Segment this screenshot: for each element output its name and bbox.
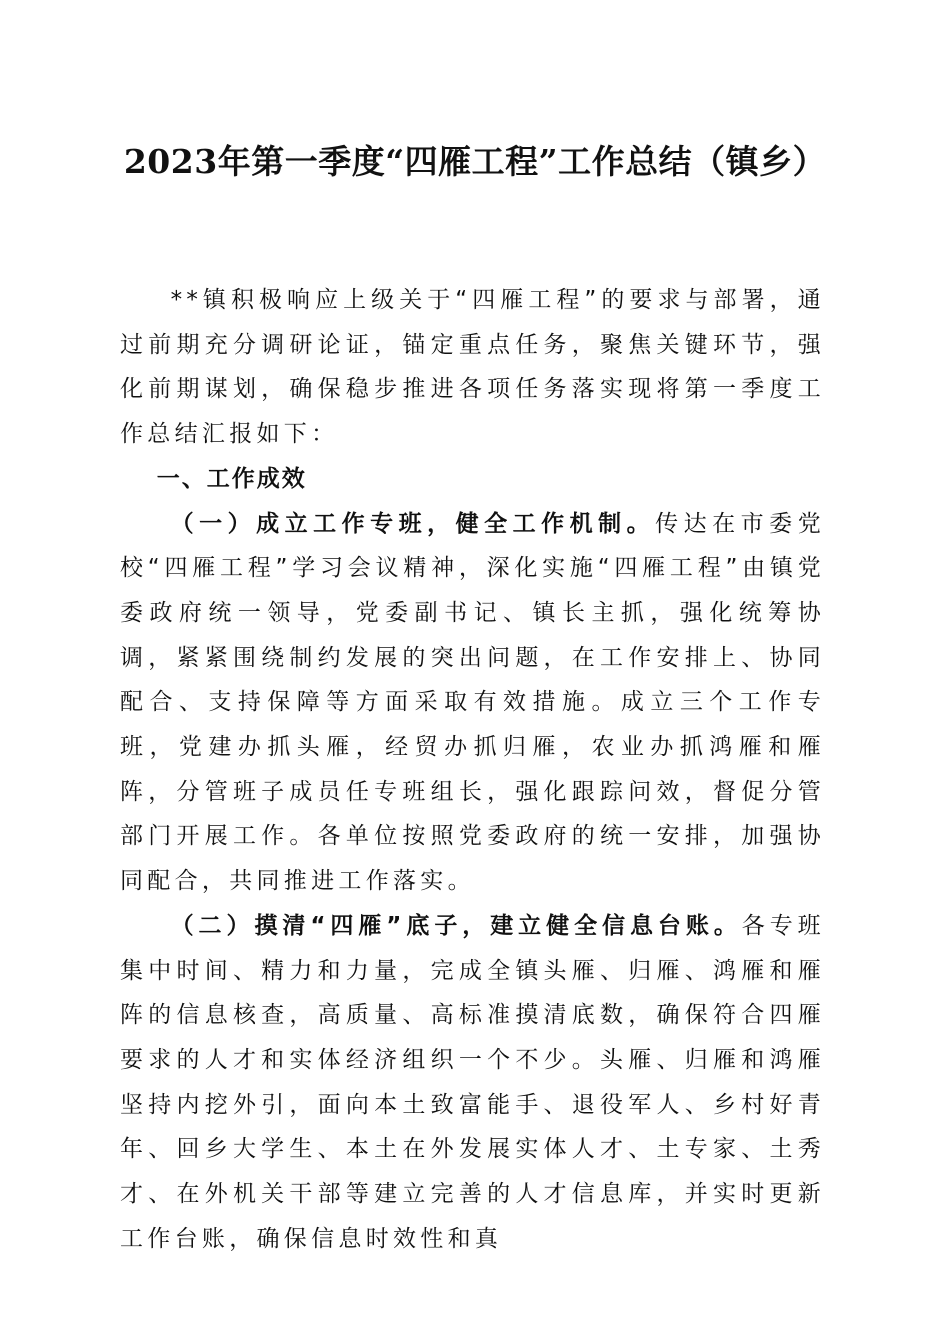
intro-paragraph: **镇积极响应上级关于“四雁工程”的要求与部署，通过前期充分调研论证，锚定重点任务，聚焦关键环节，强化前期谋划，确保稳步推进各项任务落实现将第一季度工作总结汇报如下： (120, 287, 825, 448)
section-heading: 一、工作成效 (156, 465, 307, 492)
item-1-lead: （一）成立工作专班，健全工作机制。 (170, 510, 656, 537)
item-2-lead: （二）摸清“四雁”底子，建立健全信息台账。 (170, 912, 742, 939)
document-body (120, 278, 825, 1261)
document-title: 2023年第一季度“四雁工程”工作总结（镇乡） (123, 142, 827, 181)
paragraph-item-2 (120, 904, 825, 1262)
paragraph-item-1 (120, 502, 825, 904)
item-1-text: 传达在市委党校“四雁工程”学习会议精神，深化实施“四雁工程”由镇党委政府统一领导，党委副书记、镇长主抓，强化统筹协调，紧紧围绕制约发展的突出问题，在工作安排上、协同配合、支持保障等方面采取有效措施。成立三个工作专班，党建办抓头雁，经贸办抓归雁，农业办抓鸿雁和雁阵，分管班子成员任专班组长，强化跟踪问效，督促分管部门开展工作。各单位按照党委政府的统一安排，加强协同配合，共同推进工作落实。 (120, 510, 825, 895)
item-2-text: 各专班集中时间、精力和力量，完成全镇头雁、归雁、鸿雁和雁阵的信息核查，高质量、高标准摸清底数，确保符合四雁要求的人才和实体经济组织一个不少。头雁、归雁和鸿雁坚持内挖外引，面向本土致富能手、退役军人、乡村好青年、回乡大学生、本土在外发展实体人才、土专家、土秀才、在外机关干部等建立完善的人才信息库，并实时更新工作台账，确保信息时效性和真 (120, 912, 825, 1252)
